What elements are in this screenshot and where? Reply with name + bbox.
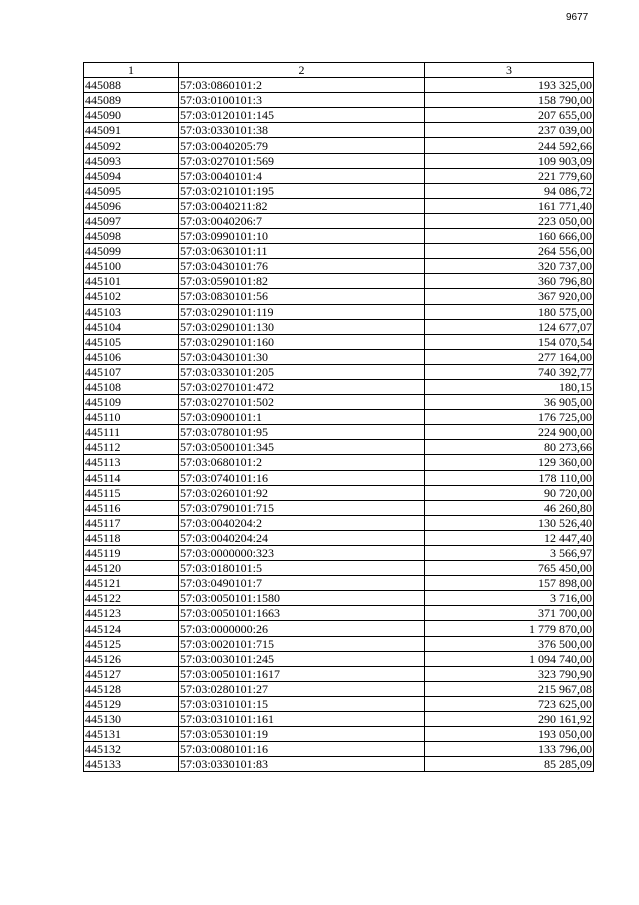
cadastral-number-cell: 57:03:0040211:82	[179, 198, 425, 213]
column-header: 2	[179, 63, 425, 78]
value-cell: 1 094 740,00	[425, 651, 594, 666]
row-id-cell: 445117	[84, 515, 179, 530]
row-id-cell: 445096	[84, 198, 179, 213]
table-row	[84, 274, 594, 289]
value-cell: 176 725,00	[425, 410, 594, 425]
value-cell: 130 526,40	[425, 515, 594, 530]
cadastral-number-cell: 57:03:0310101:161	[179, 712, 425, 727]
row-id-cell: 445091	[84, 123, 179, 138]
cadastral-number-cell: 57:03:0900101:1	[179, 410, 425, 425]
row-id-cell: 445114	[84, 470, 179, 485]
row-id-cell: 445107	[84, 364, 179, 379]
table-row	[84, 334, 594, 349]
table-row	[84, 757, 594, 772]
value-cell: 1 779 870,00	[425, 621, 594, 636]
row-id-cell: 445100	[84, 259, 179, 274]
row-id-cell: 445115	[84, 485, 179, 500]
row-id-cell: 445097	[84, 213, 179, 228]
value-cell: 36 905,00	[425, 395, 594, 410]
table-row	[84, 455, 594, 470]
row-id-cell: 445122	[84, 591, 179, 606]
value-cell: 215 967,08	[425, 681, 594, 696]
cadastral-number-cell: 57:03:0330101:205	[179, 364, 425, 379]
value-cell: 237 039,00	[425, 123, 594, 138]
cadastral-number-cell: 57:03:0830101:56	[179, 289, 425, 304]
table-row	[84, 259, 594, 274]
cadastral-number-cell: 57:03:0210101:195	[179, 183, 425, 198]
value-cell: 3 716,00	[425, 591, 594, 606]
cadastral-number-cell: 57:03:0270101:502	[179, 395, 425, 410]
value-cell: 223 050,00	[425, 213, 594, 228]
table-row	[84, 576, 594, 591]
value-cell: 290 161,92	[425, 712, 594, 727]
cadastral-number-cell: 57:03:0780101:95	[179, 425, 425, 440]
value-cell: 193 050,00	[425, 727, 594, 742]
row-id-cell: 445118	[84, 530, 179, 545]
value-cell: 158 790,00	[425, 93, 594, 108]
cadastral-number-cell: 57:03:0050101:1580	[179, 591, 425, 606]
row-id-cell: 445108	[84, 379, 179, 394]
value-cell: 12 447,40	[425, 530, 594, 545]
table-row	[84, 485, 594, 500]
row-id-cell: 445098	[84, 229, 179, 244]
cadastral-number-cell: 57:03:0430101:30	[179, 349, 425, 364]
value-cell: 129 360,00	[425, 455, 594, 470]
row-id-cell: 445125	[84, 636, 179, 651]
value-cell: 320 737,00	[425, 259, 594, 274]
table-row	[84, 78, 594, 93]
table-row	[84, 364, 594, 379]
cadastral-number-cell: 57:03:0790101:715	[179, 500, 425, 515]
cadastral-number-cell: 57:03:0290101:160	[179, 334, 425, 349]
row-id-cell: 445129	[84, 696, 179, 711]
value-cell: 46 260,80	[425, 500, 594, 515]
row-id-cell: 445109	[84, 395, 179, 410]
column-header: 1	[84, 63, 179, 78]
value-cell: 85 285,09	[425, 757, 594, 772]
table-row	[84, 304, 594, 319]
row-id-cell: 445111	[84, 425, 179, 440]
value-cell: 723 625,00	[425, 696, 594, 711]
row-id-cell: 445089	[84, 93, 179, 108]
value-cell: 180 575,00	[425, 304, 594, 319]
table-row	[84, 183, 594, 198]
row-id-cell: 445121	[84, 576, 179, 591]
table-row	[84, 470, 594, 485]
row-id-cell: 445101	[84, 274, 179, 289]
cadastral-number-cell: 57:03:0040206:7	[179, 213, 425, 228]
cadastral-number-cell: 57:03:0080101:16	[179, 742, 425, 757]
table-row	[84, 108, 594, 123]
table-row	[84, 123, 594, 138]
row-id-cell: 445120	[84, 561, 179, 576]
table-row	[84, 319, 594, 334]
cadastral-number-cell: 57:03:0630101:11	[179, 244, 425, 259]
cadastral-number-cell: 57:03:0860101:2	[179, 78, 425, 93]
cadastral-number-cell: 57:03:0050101:1663	[179, 606, 425, 621]
value-cell: 221 779,60	[425, 168, 594, 183]
table-row	[84, 500, 594, 515]
table-row	[84, 742, 594, 757]
value-cell: 360 796,80	[425, 274, 594, 289]
table-row	[84, 244, 594, 259]
cadastral-number-cell: 57:03:0040205:79	[179, 138, 425, 153]
row-id-cell: 445099	[84, 244, 179, 259]
cadastral-number-cell: 57:03:0490101:7	[179, 576, 425, 591]
table-body	[84, 78, 594, 772]
table-row	[84, 666, 594, 681]
cadastral-number-cell: 57:03:0030101:245	[179, 651, 425, 666]
row-id-cell: 445095	[84, 183, 179, 198]
row-id-cell: 445124	[84, 621, 179, 636]
value-cell: 376 500,00	[425, 636, 594, 651]
table-row	[84, 636, 594, 651]
table-row	[84, 425, 594, 440]
table-row	[84, 712, 594, 727]
value-cell: 277 164,00	[425, 349, 594, 364]
row-id-cell: 445127	[84, 666, 179, 681]
value-cell: 80 273,66	[425, 440, 594, 455]
row-id-cell: 445116	[84, 500, 179, 515]
table-row	[84, 410, 594, 425]
column-header: 3	[425, 63, 594, 78]
value-cell: 765 450,00	[425, 561, 594, 576]
cadastral-number-cell: 57:03:0290101:119	[179, 304, 425, 319]
value-cell: 367 920,00	[425, 289, 594, 304]
row-id-cell: 445088	[84, 78, 179, 93]
value-cell: 90 720,00	[425, 485, 594, 500]
table-row	[84, 621, 594, 636]
value-cell: 224 900,00	[425, 425, 594, 440]
cadastral-number-cell: 57:03:0270101:569	[179, 153, 425, 168]
value-cell: 3 566,97	[425, 546, 594, 561]
cadastral-number-cell: 57:03:0100101:3	[179, 93, 425, 108]
value-cell: 264 556,00	[425, 244, 594, 259]
cadastral-number-cell: 57:03:0680101:2	[179, 455, 425, 470]
table-row	[84, 213, 594, 228]
table-row	[84, 395, 594, 410]
cadastral-number-cell: 57:03:0330101:83	[179, 757, 425, 772]
table-row	[84, 530, 594, 545]
cadastral-number-cell: 57:03:0310101:15	[179, 696, 425, 711]
row-id-cell: 445106	[84, 349, 179, 364]
page-number: 9677	[566, 12, 589, 23]
value-cell: 180,15	[425, 379, 594, 394]
value-cell: 161 771,40	[425, 198, 594, 213]
cadastral-number-cell: 57:03:0040204:2	[179, 515, 425, 530]
row-id-cell: 445131	[84, 727, 179, 742]
table-row	[84, 606, 594, 621]
value-cell: 94 086,72	[425, 183, 594, 198]
cadastral-number-cell: 57:03:0530101:19	[179, 727, 425, 742]
cadastral-number-cell: 57:03:0120101:145	[179, 108, 425, 123]
row-id-cell: 445103	[84, 304, 179, 319]
row-id-cell: 445094	[84, 168, 179, 183]
row-id-cell: 445102	[84, 289, 179, 304]
row-id-cell: 445133	[84, 757, 179, 772]
table-row	[84, 591, 594, 606]
cadastral-number-cell: 57:03:0990101:10	[179, 229, 425, 244]
value-cell: 124 677,07	[425, 319, 594, 334]
table-row	[84, 379, 594, 394]
cadastral-number-cell: 57:03:0740101:16	[179, 470, 425, 485]
data-table	[83, 62, 594, 772]
row-id-cell: 445113	[84, 455, 179, 470]
row-id-cell: 445128	[84, 681, 179, 696]
table-row	[84, 229, 594, 244]
table-row	[84, 546, 594, 561]
cadastral-number-cell: 57:03:0260101:92	[179, 485, 425, 500]
cadastral-number-cell: 57:03:0180101:5	[179, 561, 425, 576]
value-cell: 160 666,00	[425, 229, 594, 244]
table-row	[84, 681, 594, 696]
value-cell: 154 070,54	[425, 334, 594, 349]
table-row	[84, 349, 594, 364]
cadastral-number-cell: 57:03:0000000:323	[179, 546, 425, 561]
table-row	[84, 153, 594, 168]
table-row	[84, 561, 594, 576]
table-header-row	[84, 63, 594, 78]
cadastral-number-cell: 57:03:0270101:472	[179, 379, 425, 394]
value-cell: 244 592,66	[425, 138, 594, 153]
row-id-cell: 445093	[84, 153, 179, 168]
table-row	[84, 440, 594, 455]
cadastral-number-cell: 57:03:0290101:130	[179, 319, 425, 334]
cadastral-number-cell: 57:03:0050101:1617	[179, 666, 425, 681]
value-cell: 371 700,00	[425, 606, 594, 621]
cadastral-number-cell: 57:03:0000000:26	[179, 621, 425, 636]
table-row	[84, 198, 594, 213]
value-cell: 109 903,09	[425, 153, 594, 168]
value-cell: 740 392,77	[425, 364, 594, 379]
table-row	[84, 515, 594, 530]
cadastral-number-cell: 57:03:0330101:38	[179, 123, 425, 138]
row-id-cell: 445132	[84, 742, 179, 757]
row-id-cell: 445105	[84, 334, 179, 349]
row-id-cell: 445119	[84, 546, 179, 561]
table-row	[84, 696, 594, 711]
cadastral-number-cell: 57:03:0040204:24	[179, 530, 425, 545]
table-row	[84, 289, 594, 304]
cadastral-number-cell: 57:03:0430101:76	[179, 259, 425, 274]
cadastral-number-cell: 57:03:0020101:715	[179, 636, 425, 651]
row-id-cell: 445092	[84, 138, 179, 153]
value-cell: 193 325,00	[425, 78, 594, 93]
row-id-cell: 445104	[84, 319, 179, 334]
cadastral-number-cell: 57:03:0280101:27	[179, 681, 425, 696]
table-row	[84, 93, 594, 108]
table-row	[84, 727, 594, 742]
value-cell: 157 898,00	[425, 576, 594, 591]
row-id-cell: 445130	[84, 712, 179, 727]
value-cell: 207 655,00	[425, 108, 594, 123]
row-id-cell: 445123	[84, 606, 179, 621]
row-id-cell: 445110	[84, 410, 179, 425]
value-cell: 178 110,00	[425, 470, 594, 485]
value-cell: 323 790,90	[425, 666, 594, 681]
value-cell: 133 796,00	[425, 742, 594, 757]
cadastral-number-cell: 57:03:0590101:82	[179, 274, 425, 289]
cadastral-number-cell: 57:03:0040101:4	[179, 168, 425, 183]
table-row	[84, 138, 594, 153]
table-row	[84, 651, 594, 666]
row-id-cell: 445090	[84, 108, 179, 123]
table-row	[84, 168, 594, 183]
row-id-cell: 445112	[84, 440, 179, 455]
row-id-cell: 445126	[84, 651, 179, 666]
cadastral-number-cell: 57:03:0500101:345	[179, 440, 425, 455]
